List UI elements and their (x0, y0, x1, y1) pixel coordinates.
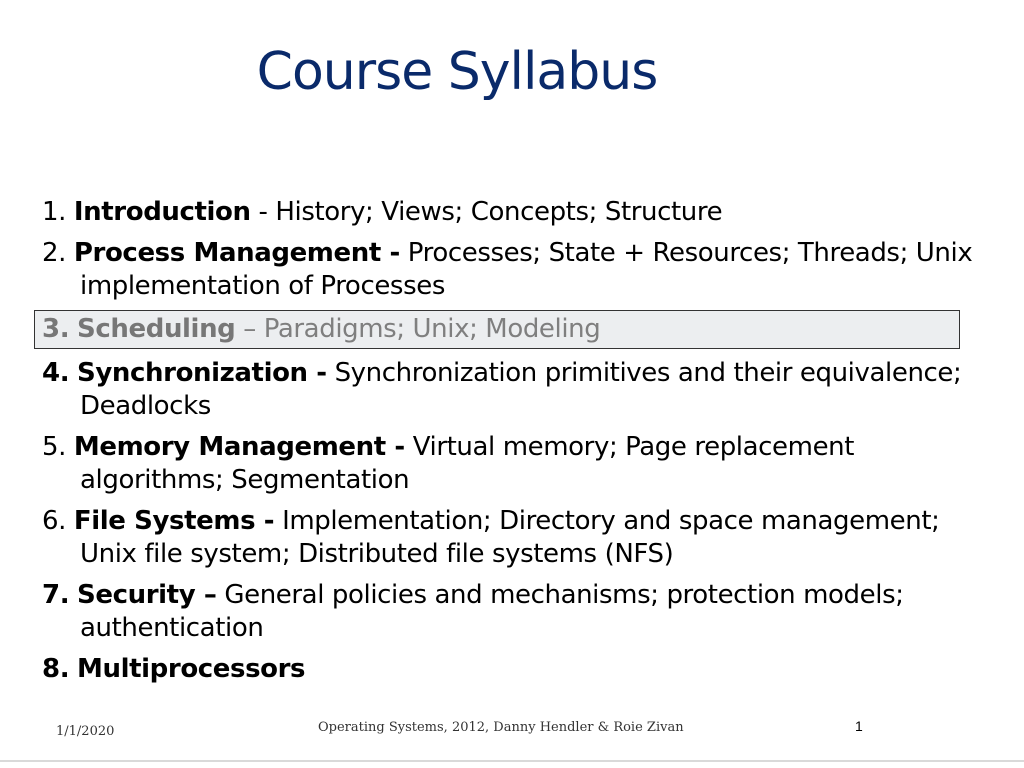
syllabus-item-7 (42, 579, 1002, 645)
item-heading: Synchronization - (77, 358, 327, 388)
item-heading: Process Management - (73, 238, 400, 268)
bottom-divider (0, 760, 1024, 762)
item-number: 4. (42, 358, 70, 388)
item-heading: Scheduling (77, 314, 236, 344)
syllabus-item-6 (42, 505, 1002, 571)
item-heading: Memory Management - (73, 432, 405, 462)
item-number: 2. (42, 238, 67, 268)
syllabus-item-3-highlighted (34, 310, 960, 349)
item-number: 6. (42, 506, 67, 536)
syllabus-item-5 (42, 431, 1002, 497)
item-separator: – (235, 314, 264, 344)
item-description: Processes; State + Resources; Threads; Unix implementation of Processes (80, 238, 973, 301)
item-heading: Security – (77, 580, 217, 610)
item-separator (400, 238, 408, 268)
syllabus-list (42, 196, 1002, 694)
syllabus-item-4 (42, 357, 1002, 423)
item-description: General policies and mechanisms; protection models; authentication (80, 580, 904, 643)
item-description: Paradigms; Unix; Modeling (263, 314, 601, 344)
syllabus-item-1 (42, 196, 1002, 229)
item-number: 5. (42, 432, 67, 462)
item-separator (327, 358, 335, 388)
item-number: 1. (42, 197, 67, 227)
item-separator: - (250, 197, 276, 227)
syllabus-item-2 (42, 237, 1002, 303)
item-number: 3. (42, 314, 70, 344)
item-separator (274, 506, 282, 536)
item-description: Synchronization primitives and their equivalence; Deadlocks (80, 358, 962, 421)
item-heading: Multiprocessors (77, 654, 306, 684)
item-number: 7. (42, 580, 70, 610)
item-separator (405, 432, 413, 462)
syllabus-item-8 (42, 653, 1002, 686)
item-description: History; Views; Concepts; Structure (275, 197, 723, 227)
item-heading: Introduction (73, 197, 251, 227)
item-description: Virtual memory; Page replacement algorithms; Segmentation (80, 432, 855, 495)
item-heading: File Systems - (73, 506, 275, 536)
item-description: Implementation; Directory and space management; Unix file system; Distributed file systems (NFS) (80, 506, 940, 569)
footer-date: 1/1/2020 (56, 724, 115, 739)
item-number: 8. (42, 654, 70, 684)
slide-number: 1 (855, 718, 863, 734)
slide-title: Course Syllabus (256, 42, 658, 102)
footer-course-credit: Operating Systems, 2012, Danny Hendler & Roie Zivan (318, 720, 684, 735)
